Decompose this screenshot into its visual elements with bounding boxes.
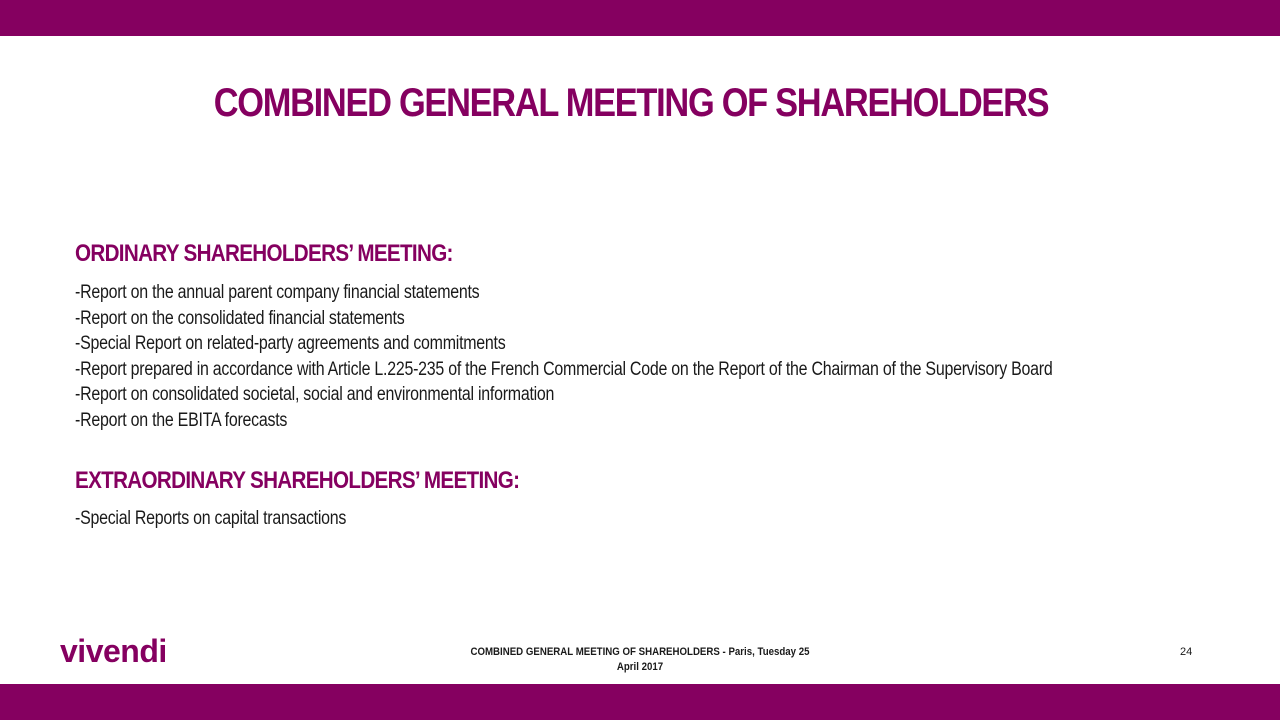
list-item: -Report prepared in accordance with Article L.225-235 of the French Commercial Code on the Report of the Chairman of the Supervisory Board: [75, 358, 1053, 380]
extraordinary-meeting-list: [75, 506, 398, 532]
top-brand-band: [0, 0, 1280, 36]
ordinary-meeting-list: [75, 280, 1239, 434]
vivendi-logo: [58, 630, 188, 670]
footer-line-1: COMBINED GENERAL MEETING OF SHAREHOLDERS - Paris, Tuesday 25: [470, 646, 810, 658]
extraordinary-meeting-heading: EXTRAORDINARY SHAREHOLDERS’ MEETING:: [75, 467, 520, 494]
ordinary-meeting-heading: ORDINARY SHAREHOLDERS’ MEETING:: [75, 240, 453, 267]
list-item: -Special Report on related-party agreements and commitments: [75, 333, 506, 355]
footer-caption: [446, 645, 833, 675]
slide-title: COMBINED GENERAL MEETING OF SHAREHOLDERS: [213, 81, 1049, 125]
list-item: -Special Reports on capital transactions: [75, 508, 347, 529]
logo-text: vivendi: [60, 633, 167, 669]
list-item: -Report on consolidated societal, social and environmental information: [75, 384, 555, 406]
bottom-brand-band: [0, 684, 1280, 720]
footer-line-2: April 2017: [616, 661, 664, 673]
list-item: -Report on the annual parent company financial statements: [75, 282, 480, 303]
list-item: -Report on the EBITA forecasts: [75, 409, 288, 431]
list-item: -Report on the consolidated financial statements: [75, 307, 405, 329]
page-number: 24: [1180, 646, 1193, 658]
